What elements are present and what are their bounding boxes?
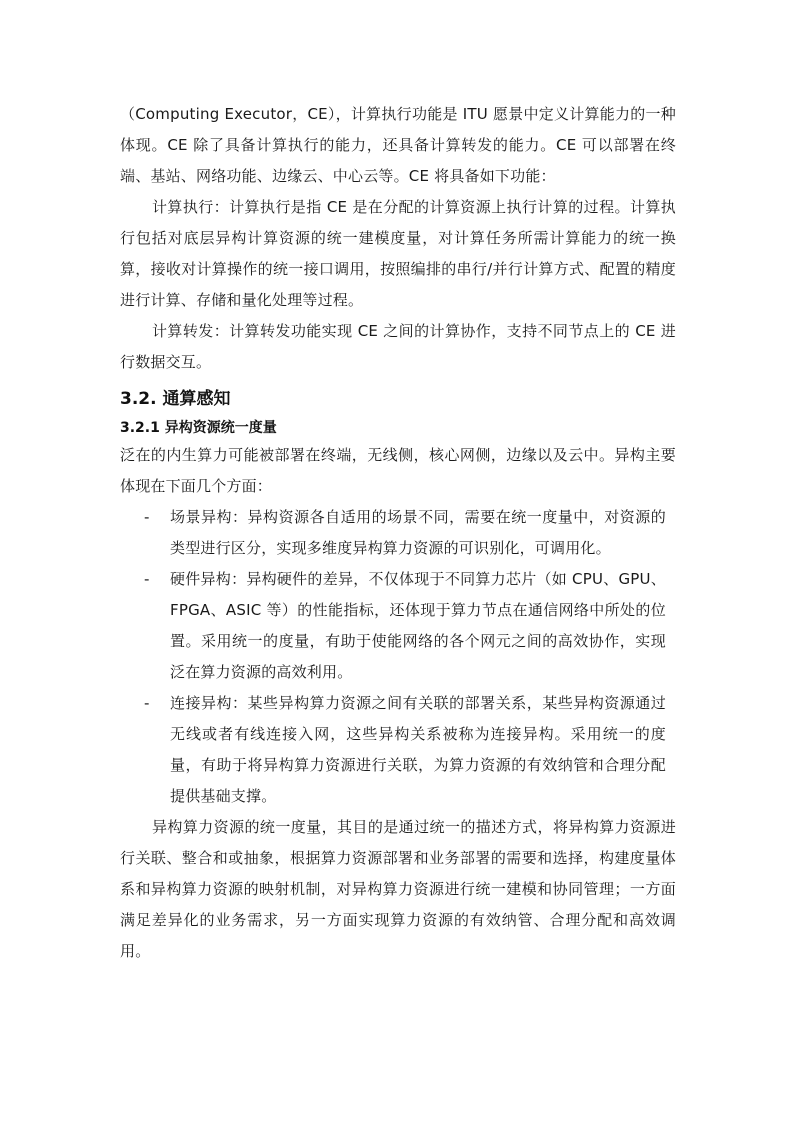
- section-heading: 3.2. 通算感知: [120, 389, 231, 409]
- intro-paragraph: （Computing Executor，CE），计算执行功能是 ITU 愿景中定义计算能力的一种体现。CE 除了具备计算执行的能力，还具备计算转发的能力。CE 可以部署在终端、基站、网络功能、边缘云、中心云等。CE 将具备如下功能：: [120, 105, 676, 185]
- list-item: [120, 502, 676, 564]
- function-execution-paragraph: 计算执行：计算执行是指 CE 是在分配的计算资源上执行计算的过程。计算执行包括对底层异构计算资源的统一建模度量，对计算任务所需计算能力的统一换算，接收对计算操作的统一接口调用，按照编排的串行/并行计算方式、配置的精度进行计算、存储和量化处理等过程。: [120, 198, 676, 309]
- function-forwarding-paragraph: 计算转发：计算转发功能实现 CE 之间的计算协作，支持不同节点上的 CE 进行数据交互。: [120, 322, 676, 371]
- bullet-marker: -: [144, 694, 150, 712]
- bullet-marker: -: [144, 570, 150, 588]
- document-body: [120, 99, 676, 967]
- subsection-intro-paragraph: 泛在的内生算力可能被部署在终端，无线侧，核心网侧，边缘以及云中。异构主要体现在下面几个方面：: [120, 446, 676, 495]
- closing-paragraph: 异构算力资源的统一度量，其目的是通过统一的描述方式，将异构算力资源进行关联、整合和或抽象，根据算力资源部署和业务部署的需要和选择，构建度量体系和异构算力资源的映射机制，对异构算力资源进行统一建模和协同管理；一方面满足差异化的业务需求，另一方面实现算力资源的有效纳管、合理分配和高效调用。: [120, 818, 676, 960]
- list-item-text: 连接异构：某些异构算力资源之间有关联的部署关系，某些异构资源通过无线或者有线连接入网，这些异构关系被称为连接异构。采用统一的度量，有助于将异构算力资源进行关联，为算力资源的有效纳管和合理分配提供基础支撑。: [170, 694, 666, 805]
- list-item: [120, 688, 676, 812]
- list-item-text: 场景异构：异构资源各自适用的场景不同，需要在统一度量中，对资源的类型进行区分，实现多维度异构算力资源的可识别化，可调用化。: [170, 508, 666, 557]
- list-item: [120, 564, 676, 688]
- bullet-marker: -: [144, 508, 150, 526]
- heterogeneity-list: [120, 502, 676, 812]
- list-item-text: 硬件异构：异构硬件的差异，不仅体现于不同算力芯片（如 CPU、GPU、FPGA、ASIC 等）的性能指标，还体现于算力节点在通信网络中所处的位置。采用统一的度量，有助于使能网络的各个网元之间的高效协作，实现泛在算力资源的高效利用。: [170, 570, 666, 681]
- subsection-heading: 3.2.1 异构资源统一度量: [120, 420, 277, 436]
